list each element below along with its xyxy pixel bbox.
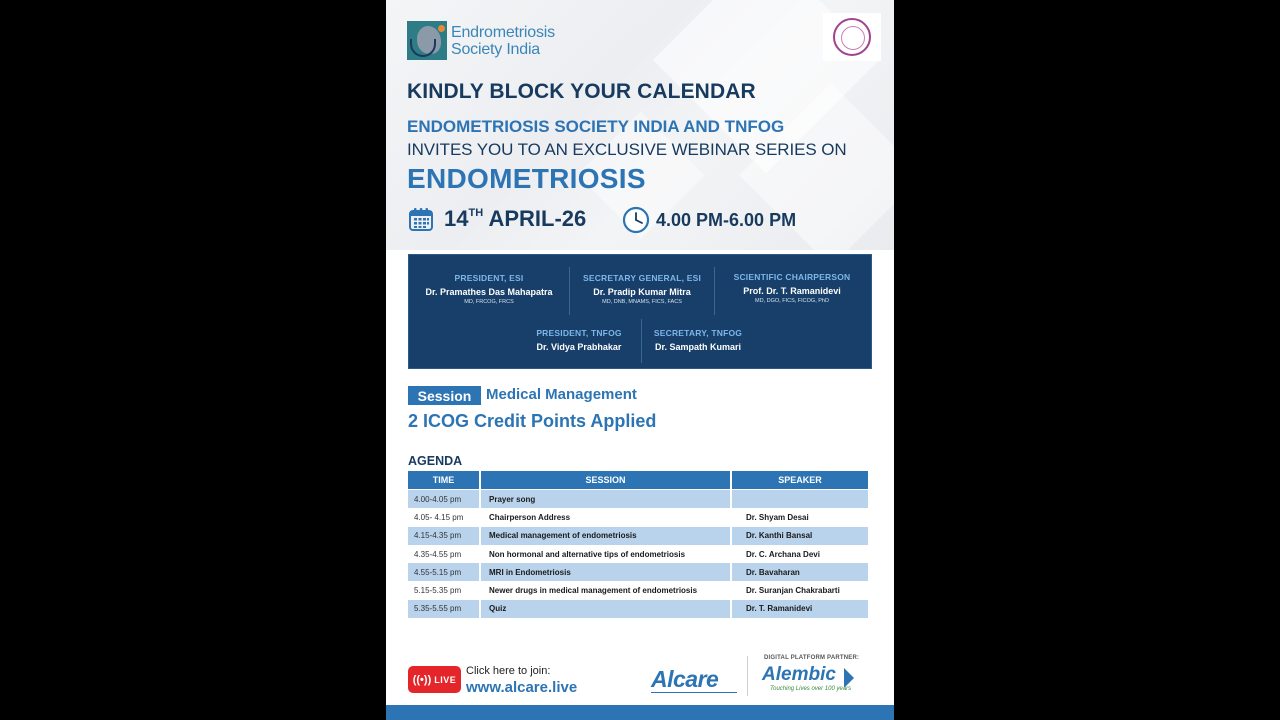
- officer-secretary-tnfog: SECRETARY, TNFOG Dr. Sampath Kumari: [653, 328, 743, 352]
- credit-points: 2 ICOG Credit Points Applied: [408, 411, 657, 431]
- date-text: 14TH APRIL-26: [444, 206, 587, 231]
- live-label: LIVE: [434, 674, 457, 685]
- headline-topic: ENDOMETRIOSIS: [407, 163, 646, 194]
- session-tag: Session: [408, 386, 481, 405]
- agenda-table: [406, 471, 870, 618]
- calendar-icon: [408, 206, 434, 232]
- time-text: 4.00 PM-6.00 PM: [656, 209, 797, 230]
- column-header-speaker: SPEAKER: [732, 471, 868, 490]
- agenda-header-row: [408, 471, 868, 490]
- table-row: 5.35-5.55 pm Quiz Dr. T. Ramanidevi: [408, 600, 868, 618]
- alcare-logo: Alcare: [651, 666, 719, 692]
- session-name: Medical Management: [486, 386, 637, 403]
- headline-organizers: ENDOMETRIOSIS SOCIETY INDIA AND TNFOG: [407, 117, 785, 136]
- column-header-session: SESSION: [481, 471, 730, 490]
- officer-secretary-general-esi: SECRETARY GENERAL, ESI Dr. Pradip Kumar Mitra MD, DNB, MNAMS, FICS, FACS: [582, 273, 702, 305]
- table-row: 4.15-4.35 pm Medical management of endometriosis Dr. Kanthi Bansal: [408, 527, 868, 545]
- tnfog-emblem-icon: [833, 18, 871, 56]
- tnfog-logo: [823, 13, 881, 61]
- officer-president-tnfog: PRESIDENT, TNFOG Dr. Vidya Prabhakar: [536, 328, 622, 352]
- esi-logo-line2: Society India: [451, 40, 541, 58]
- table-row: 4.00-4.05 pm Prayer song: [408, 490, 868, 508]
- webinar-flyer: [386, 0, 894, 720]
- headline-block-calendar: KINDLY BLOCK YOUR CALENDAR: [407, 80, 756, 103]
- table-row: 4.05- 4.15 pm Chairperson Address Dr. Shyam Desai: [414, 512, 809, 522]
- partner-label: DIGITAL PLATFORM PARTNER:: [764, 655, 860, 661]
- esi-logo-line1: Endrometriosis: [451, 23, 555, 41]
- esi-logo: [407, 21, 555, 60]
- officers-panel: [408, 254, 872, 369]
- agenda-label: AGENDA: [408, 454, 463, 468]
- headline-invite: INVITES YOU TO AN EXCLUSIVE WEBINAR SERIES ON: [407, 140, 847, 159]
- live-broadcast-icon: ((•)): [412, 673, 432, 686]
- alembic-tagline: Touching Lives over 100 years: [770, 686, 852, 692]
- alembic-chevron-icon: [844, 668, 854, 688]
- table-row: 4.55-5.15 pm MRI in Endometriosis Dr. Bavaharan: [408, 563, 868, 581]
- footer-divider: [747, 656, 748, 696]
- clock-icon: [622, 206, 650, 234]
- live-badge[interactable]: [408, 666, 461, 693]
- bottom-bar: [386, 705, 894, 720]
- event-date: [408, 206, 586, 232]
- esi-emblem-icon: [407, 21, 447, 60]
- officer-scientific-chairperson: SCIENTIFIC CHAIRPERSON Prof. Dr. T. Ramanidevi MD, DGO, FICS, FICOG, PhD: [733, 272, 851, 304]
- join-label: Click here to join:: [466, 665, 551, 677]
- event-time: [622, 206, 796, 234]
- table-row: 4.35-4.55 pm Non hormonal and alternative tips of endometriosis Dr. C. Archana Devi: [414, 549, 820, 559]
- column-header-time: TIME: [408, 471, 479, 490]
- officer-president-esi: PRESIDENT, ESI Dr. Pramathes Das Mahapatra MD, FRCOG, FRCS: [425, 273, 553, 305]
- join-link[interactable]: www.alcare.live: [466, 679, 578, 696]
- alcare-underline: [651, 692, 737, 693]
- table-row: 5.15-5.35 pm Newer drugs in medical management of endometriosis Dr. Suranjan Chakrabarti: [414, 586, 840, 596]
- alembic-logo: Alembic: [762, 664, 836, 685]
